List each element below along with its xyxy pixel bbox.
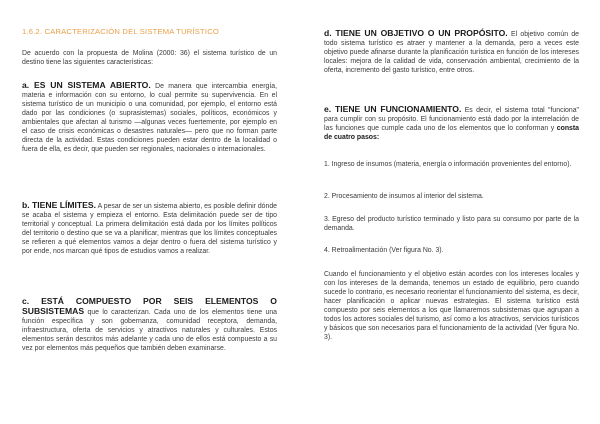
characteristic-a-text: De manera que intercambia energía, materia e información con su entorno, lo cual permite su supervivencia. En el sistema turístico de un municipio o una comunidad, por ejemplo, el entorno está dado por las condiciones (o suprasistemas) sociales, políticos, económicos y ambientales que afectan al turismo —algunas veces fuertemente, por ejemplo en el caso de crisis económicas o desastres naturales— pero que no forman parte directa de la actividad. Estas condiciones pueden estar dentro de la localidad o fuera de ella, es decir, que pueden ser regionales, nacionales o internacionales. — [22, 83, 278, 154]
characteristic-b-title: b. TIENE LÍMITES. — [22, 200, 97, 210]
step-3-text: 3. Egreso del producto turístico terminado y listo para su consumo por parte de la demanda. — [324, 216, 579, 233]
section-heading: 1.6.2. CARACTERIZACIÓN DEL SISTEMA TURÍSTICO — [22, 27, 219, 36]
step-2-text: 2. Procesamiento de insumos al interior del sistema. — [324, 193, 484, 200]
characteristic-e-emphasis: consta de cuatro pasos: — [324, 125, 579, 142]
step-1-text: 1. Ingreso de insumos (materia, energía o información provenientes del entorno). — [324, 161, 572, 168]
characteristic-b — [22, 201, 277, 256]
characteristic-b-text: A pesar de ser un sistema abierto, es posible definir dónde se acaba el sistema y empieza el entorno. Esta delimitación puede ser de tipo territorial y conceptual. La primera delimitación está dada por los límites políticos del territorio o destino que se va a planificar, mientras que los límites conceptuales se refieren a qué elementos vamos a dejar dentro o fuera del sistema turístico y por ende, nos marcan qué tipos de estudios vamos a realizar. — [22, 203, 277, 256]
characteristic-a — [22, 81, 277, 154]
characteristic-a-title: a. ES UN SISTEMA ABIERTO. — [22, 80, 151, 90]
characteristic-c — [22, 297, 277, 353]
closing-text: Cuando el funcionamiento y el objetivo están acordes con los intereses locales y con los intereses de la demanda, tenemos un estado de equilibrio, pero cuando sucede lo contrario, es necesario reorientar el funcionamiento del sistema, es decir, hacer planificación o aplicar nuevas estrategias. El sistema turístico está compuesto por seis elementos a los que llamaremos subsistemas que agrupan a todos los actores sociales del turismo, así como a los atractivos, servicios turísticos y básicos que son necesarios para el funcionamiento de la actividad (Ver figura No. 3). — [324, 271, 579, 342]
characteristic-e-title: e. TIENE UN FUNCIONAMIENTO. — [324, 104, 462, 114]
characteristic-d — [324, 29, 579, 75]
intro-text: De acuerdo con la propuesta de Molina (2000: 36) el sistema turístico de un destino tiene las siguientes características: — [22, 50, 277, 67]
characteristic-e — [324, 105, 579, 142]
characteristic-e-text: Es decir, el sistema total "funciona" para cumplir con su propósito. El funcionamiento está dado por la interrelación de las funciones que cumple cada uno de los elementos que lo conforman y — [324, 107, 579, 133]
characteristic-c-text: que lo caracterizan. Cada uno de los elementos tiene una función específica y son gobernanza, comunidad receptora, demanda, infraestructura, oferta de servicios y atractivos naturales y culturales. Estos elementos serán descritos más adelante y cada uno de ellos está compuesto a su vez por elementos más pequeños que también deben examinarse. — [22, 309, 277, 353]
step-3 — [324, 215, 579, 233]
step-2 — [324, 192, 579, 201]
intro-paragraph — [22, 49, 277, 67]
characteristic-d-title: d. TIENE UN OBJETIVO O UN PROPÓSITO. — [324, 28, 508, 38]
closing-paragraph — [324, 270, 579, 342]
step-4-text: 4. Retroalimentación (Ver figura No. 3). — [324, 247, 444, 254]
characteristic-d-text: El objetivo común de todo sistema turístico es atraer y mantener a la demanda, pero a veces este objetivo puede afinarse durante la planificación turística en función de los intereses locales: mejora de la calidad de vida, conservación ambiental, crecimiento de la oferta, incremento del gasto turístico, entre otros. — [324, 31, 580, 75]
characteristic-c-title: c. ESTÁ COMPUESTO POR SEIS ELEMENTOS O SUBSISTEMAS — [22, 296, 277, 317]
step-1 — [324, 160, 579, 169]
step-4 — [324, 246, 579, 255]
